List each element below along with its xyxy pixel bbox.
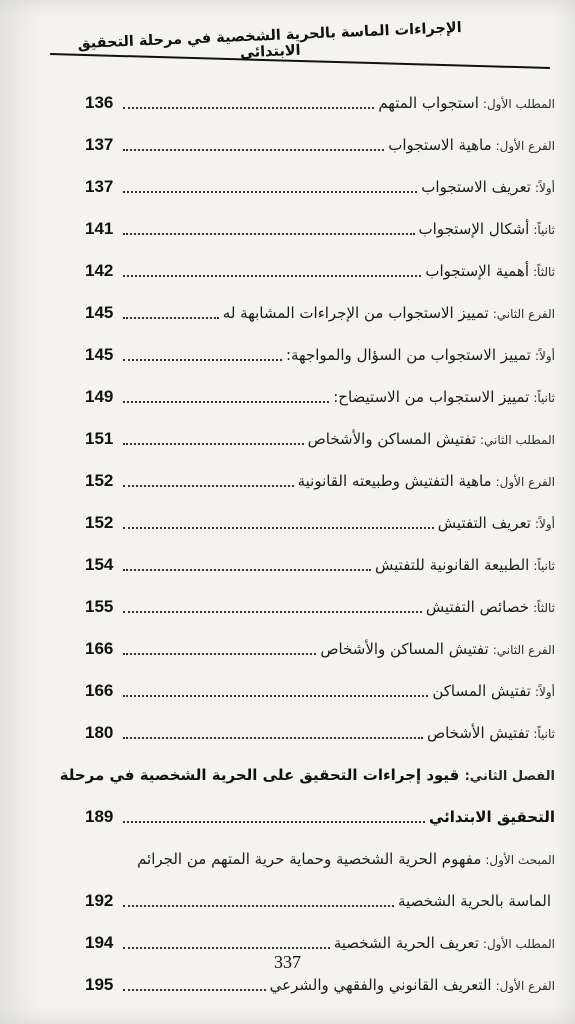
toc-entry-page: 154 [85, 555, 114, 574]
toc-entry-title: أشكال الإستجواب [418, 220, 530, 238]
chapter-heading [59, 754, 555, 796]
leader-dots [123, 517, 434, 529]
chapter-heading-continued [85, 796, 555, 838]
leader-dots [123, 349, 282, 361]
toc-entry [85, 208, 555, 250]
toc-entry-page: 192 [85, 891, 114, 910]
toc-entry-title: خصائص التفتيش [425, 598, 530, 616]
leader-dots [123, 895, 394, 907]
toc-entry-page: 194 [85, 933, 114, 952]
toc-entry [85, 586, 555, 628]
toc-entry-prefix: ثانياً: [533, 727, 555, 741]
leader-dots [123, 475, 294, 487]
toc-entry [85, 502, 555, 544]
toc-entry-page: 137 [85, 135, 114, 154]
toc-entry-page: 141 [85, 219, 114, 238]
toc-entry-page: 151 [85, 429, 114, 448]
toc-entry [85, 124, 555, 166]
toc-entry-prefix: أولاً: [534, 685, 555, 699]
toc-entry-title: تمييز الاستجواب من السؤال والمواجهة: [285, 346, 531, 364]
toc-entry-title: التعريف القانوني والفقهي والشرعي [269, 976, 492, 994]
toc-entry [85, 880, 555, 922]
toc-entry-prefix: المطلب الأول: [482, 97, 555, 111]
toc-entry-page: 152 [85, 513, 114, 532]
leader-dots [123, 643, 316, 655]
leader-dots [123, 685, 428, 697]
leader-dots [123, 601, 422, 613]
leader-dots [123, 307, 219, 319]
toc-entry-page: 137 [85, 177, 114, 196]
toc-entry [85, 82, 555, 124]
toc-entry [85, 712, 555, 754]
leader-dots [123, 139, 384, 151]
leader-dots [123, 97, 374, 109]
toc-entry-page: 142 [85, 261, 114, 280]
toc-entry-title: الماسة بالحرية الشخصية [398, 892, 551, 910]
toc-entry-prefix: ثالثاً: [533, 265, 555, 279]
chapter-title-line1: قيود إجراءات التحقيق على الحرية الشخصية في مرحلة [59, 766, 460, 784]
toc-entry-page: 180 [85, 723, 114, 742]
leader-dots [123, 181, 417, 193]
leader-dots [123, 433, 304, 445]
toc-entry-prefix: ثانياً: [533, 223, 555, 237]
toc-entry-page: 195 [85, 975, 114, 994]
toc-entry [85, 670, 555, 712]
toc-entry [85, 166, 555, 208]
toc-entry-prefix: ثالثاً: [533, 601, 555, 615]
toc-entry-page: 166 [85, 639, 114, 658]
leader-dots [123, 979, 266, 991]
toc-entry-page: 166 [85, 681, 114, 700]
toc-entry [85, 292, 555, 334]
toc-entry-prefix: الفرع الأول: [495, 979, 555, 993]
toc-entry-prefix: المبحث الأول: [485, 853, 555, 867]
toc-entry-prefix: الفرع الأول: [495, 475, 555, 489]
toc-entry-page: 145 [85, 345, 114, 364]
toc-entry-title: استجواب المتهم [378, 94, 479, 112]
toc-entry-title: ماهية التفتيش وطبيعته القانونية [297, 472, 492, 490]
toc-entry [85, 334, 555, 376]
toc-entry-title: تفتيش المساكن والأشخاص [307, 430, 476, 448]
toc-entry [85, 376, 555, 418]
leader-dots [123, 559, 371, 571]
toc-entry-prefix: أولاً: [534, 517, 555, 531]
toc-entry-title: تمييز الاستجواب من الاستيضاح: [333, 388, 530, 406]
toc-entry-prefix: الفرع الثاني: [492, 643, 555, 657]
toc-entry-title: تمييز الاستجواب من الإجراءات المشابهة له [222, 304, 489, 322]
toc-entry-title: تعريف التفتيش [437, 514, 531, 532]
toc-entry [85, 460, 555, 502]
leader-dots [123, 265, 421, 277]
toc-entry-title: تفتيش المساكن والأشخاص [320, 640, 489, 658]
toc-entry-prefix: الفرع الأول: [495, 139, 555, 153]
toc-entry-prefix: المطلب الأول: [482, 937, 555, 951]
toc-entry-page: 145 [85, 303, 114, 322]
page-number: 337 [274, 952, 301, 972]
toc-entry-page: 136 [85, 93, 114, 112]
toc-entry-prefix: الفرع الثاني: [492, 307, 555, 321]
toc-entry-title: الطبيعة القانونية للتفتيش [375, 556, 530, 574]
toc-entry-title: مفهوم الحرية الشخصية وحماية حرية المتهم من الجرائم [137, 850, 482, 868]
table-of-contents [59, 82, 555, 1006]
toc-entry [85, 544, 555, 586]
chapter-title-line2: التحقيق الابتدائي [428, 808, 555, 826]
toc-entry-page: 152 [85, 471, 114, 490]
toc-entry-title: تعريف الحرية الشخصية [333, 934, 479, 952]
toc-entry-title: تفتيش المساكن [432, 682, 531, 700]
toc-entry [85, 250, 555, 292]
leader-dots [123, 727, 423, 739]
chapter-page: 189 [85, 807, 114, 826]
toc-entry-page: 155 [85, 597, 114, 616]
toc-entry-page: 149 [85, 387, 114, 406]
leader-dots [123, 811, 425, 823]
toc-entry [85, 418, 555, 460]
toc-entry-title: أهمية الإستجواب [425, 262, 530, 280]
leader-dots [123, 937, 330, 949]
toc-entry [85, 628, 555, 670]
toc-entry-prefix: المطلب الثاني: [480, 433, 555, 447]
running-head: الإجراءات الماسة بالحرية الشخصية في مرحلة التحقيق الابتدائي [77, 19, 462, 62]
toc-entry-title: تفتيش الأشخاص [426, 724, 530, 742]
toc-entry-title: ماهية الاستجواب [388, 136, 492, 154]
leader-dots [123, 223, 415, 235]
toc-entry-prefix: ثانياً: [533, 559, 555, 573]
leader-dots [123, 391, 329, 403]
chapter-prefix: الفصل الثاني: [464, 769, 555, 784]
toc-entry-prefix: أولاً: [534, 181, 555, 195]
toc-entry [85, 838, 555, 880]
toc-entry-prefix: ثانياً: [533, 391, 555, 405]
toc-entry-prefix: أولاً: [534, 349, 555, 363]
toc-entry-title: تعريف الاستجواب [421, 178, 531, 196]
